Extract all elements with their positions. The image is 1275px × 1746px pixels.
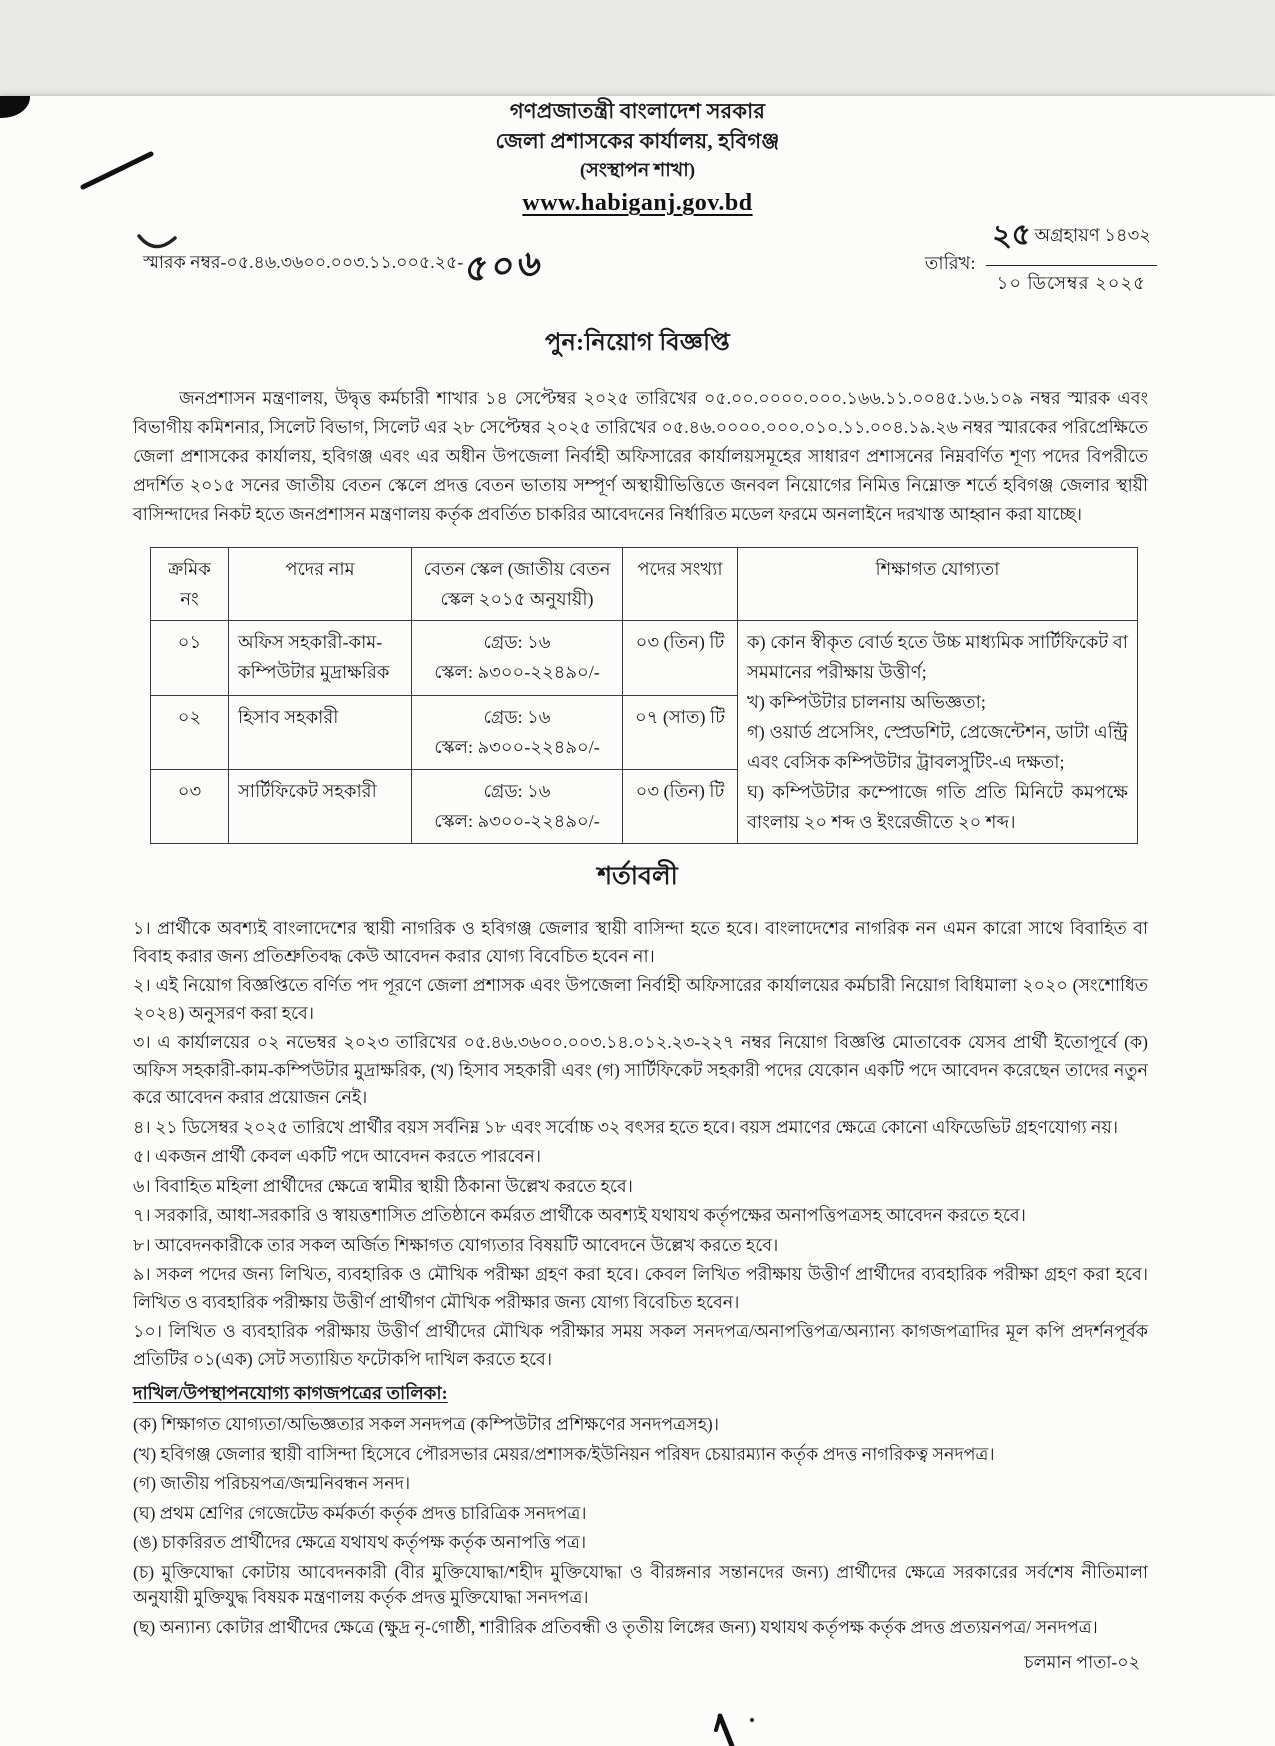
document-item: (চ) মুক্তিযোদ্ধা কোটায় আবেদনকারী (বীর মুক্তিযোদ্ধা/শহীদ মুক্তিযোদ্ধা ও বীরঙ্গনার সন্তানদের জন্য) প্রার্থীদের ক্ষেত্রে সরকারের সর্বশেষ নীতিমালা অনুযায়ী মুক্তিযুদ্ধ বিষয়ক মন্ত্রণালয় কর্তৃক প্রদত্ত মুক্তিযোদ্ধা সনদপত্র। bbox=[133, 1561, 1148, 1608]
intro-paragraph: জনপ্রশাসন মন্ত্রণালয়, উদ্বৃত্ত কর্মচারী শাখার ১৪ সেপ্টেম্বর ২০২৫ তারিখের ০৫.০০.০০০০.০০০.১৬৬.১১.০০৪৫.১৬.১০৯ নম্বর স্মারক এবং বিভাগীয় কমিশনার, সিলেট বিভাগ, সিলেট এর ২৮ সেপ্টেম্বর ২০২৫ তারিখের ০৫.৪৬.০০০০.০০০.০১০.১১.০০৪.১৯.২৬ নম্বর স্মারকের পরিপ্রেক্ষিতে জেলা প্রশাসকের কার্যালয়, হবিগঞ্জ এবং এর অধীন উপজেলা নির্বাহী অফিসারের কার্যালয়সমূহের সাধারণ প্রশাসনের নিম্নবর্ণিত শূণ্য পদের বিপরীতে প্রদর্শিত ২০১৫ সনের জাতীয় বেতন স্কেলে প্রদত্ত বেতন ভাতায় সম্পূর্ণ অস্থায়ীভিত্তিতে জনবল নিয়োগের নিমিত্ত নিম্নোক্ত শর্তে হবিগঞ্জ জেলার স্থায়ী বাসিন্দাদের নিকট হতে জনপ্রশাসন মন্ত্রণালয় কর্তৃক প্রবর্তিত চাকরির আবেদনের নির্ধারিত মডেল ফরমে অনলাইনে দরখাস্ত আহ্বান করা যাচ্ছে। bbox=[133, 388, 1148, 525]
handwritten-day: ২৫ bbox=[990, 217, 1032, 255]
qualification-item: ঘ) কম্পিউটার কম্পোজে গতি প্রতি মিনিটে কমপক্ষে বাংলায় ২০ শব্দ ও ইংরেজীতে ২০ শব্দ। bbox=[747, 782, 1128, 833]
document-header bbox=[0, 96, 1275, 221]
bangla-date-line bbox=[986, 211, 1158, 266]
scanned-document-page bbox=[0, 96, 1275, 1746]
qualification-item: ক) কোন স্বীকৃত বোর্ড হতে উচ্চ মাধ্যমিক সার্টিফিকেট বা সমমানের পরীক্ষায় উত্তীর্ণ; bbox=[747, 632, 1128, 683]
qualification-item: খ) কম্পিউটার চালনায় অভিজ্ঞতা; bbox=[747, 692, 986, 713]
continuation-page-note: চলমান পাতা-০২ bbox=[1024, 1652, 1140, 1673]
condition-item: ৯। সকল পদের জন্য লিখিত, ব্যবহারিক ও মৌখিক পরীক্ষা গ্রহণ করা হবে। কেবল লিখিত পরীক্ষায় উত্তীর্ণ প্রার্থীদের ব্যবহারিক পরীক্ষা গ্রহণ করা হবে। লিখিত ও ব্যবহারিক পরীক্ষায় উত্তীর্ণ প্রার্থীগণ মৌখিক পরীক্ষার জন্য যোগ্য বিবেচিত হবেন। bbox=[133, 1264, 1148, 1312]
row3-serial: ০৩ bbox=[151, 769, 229, 843]
condition-item: ৬। বিবাহিত মহিলা প্রার্থীদের ক্ষেত্রে স্বামীর স্থায়ী ঠিকানা উল্লেখ করতে হবে। bbox=[133, 1175, 633, 1196]
row2-grade: গ্রেড: ১৬ bbox=[483, 706, 551, 727]
header-qualification: শিক্ষাগত যোগ্যতা bbox=[738, 548, 1138, 621]
gregorian-date-text: ১০ ডিসেম্বর ২০২৫ bbox=[996, 273, 1146, 294]
date-block bbox=[925, 211, 1157, 300]
row3-scale-amount: স্কেল: ৯৩০০-২২৪৯০/- bbox=[434, 810, 600, 831]
header-post: পদের নাম bbox=[229, 548, 412, 621]
row2-scale-amount: স্কেল: ৯৩০০-২২৪৯০/- bbox=[434, 736, 600, 757]
qualification-cell bbox=[738, 621, 1138, 844]
memo-number bbox=[143, 225, 544, 299]
document-item: (ছ) অন্যান্য কোটার প্রার্থীদের ক্ষেত্রে (ক্ষুদ্র নৃ-গোষ্ঠী, শারীরিক প্রতিবন্ধী ও তৃতীয় লিঙ্গের জন্য) যথাযথ কর্তৃপক্ষ কর্তৃক প্রদত্ত প্রত্যয়নপত্র/ সনদপত্র। bbox=[133, 1616, 1098, 1637]
document-item: (ঙ) চাকরিরত প্রার্থীদের ক্ষেত্রে যথাযথ কর্তৃপক্ষ কর্তৃক অনাপত্তি পত্র। bbox=[133, 1532, 587, 1553]
table-row bbox=[151, 621, 1138, 695]
government-name: গণপ্রজাতন্ত্রী বাংলাদেশ সরকার bbox=[509, 99, 766, 123]
row1-grade: গ্রেড: ১৬ bbox=[483, 632, 551, 653]
condition-item: ২। এই নিয়োগ বিজ্ঞপ্তিতে বর্ণিত পদ পূরণে জেলা প্রশাসক এবং উপজেলা নির্বাহী অফিসারের কার্যালয়ের কর্মচারী নিয়োগ বিধিমালা ২০২০ (সংশোধিত ২০২৪) অনুসরণ করা হবে। bbox=[133, 975, 1148, 1023]
documents-list bbox=[133, 1412, 1148, 1640]
date-label: তারিখ: bbox=[924, 253, 976, 274]
row2-count: ০৭ (সাত) টি bbox=[623, 695, 738, 769]
condition-item: ১। প্রার্থীকে অবশ্যই বাংলাদেশের স্থায়ী নাগরিক ও হবিগঞ্জ জেলার স্থায়ী বাসিন্দা হতে হবে। বাংলাদেশের নাগরিক নন এমন কারো সাথে বিবাহিত বা বিবাহ করার জন্য প্রতিশ্রুতিবদ্ধ কেউ আবেদন করার যোগ্য বিবেচিত হবেন না। bbox=[133, 918, 1148, 966]
documents-heading: দাখিল/উপস্থাপনযোগ্য কাগজপত্রের তালিকা: bbox=[133, 1383, 448, 1404]
notice-title: পুন:নিয়োগ বিজ্ঞপ্তি bbox=[544, 330, 731, 357]
condition-item: ১০। লিখিত ও ব্যবহারিক পরীক্ষায় উত্তীর্ণ প্রার্থীদের মৌখিক পরীক্ষার সময় সকল সনদপত্র/অনাপত্তিপত্র/অন্যান্য কাগজপত্রাদির মূল কপি প্রদর্শনপূর্বক প্রতিটির ০১(এক) সেট সত্যায়িত ফটোকপি দাখিল করতে হবে। bbox=[133, 1321, 1148, 1369]
document-item: (ঘ) প্রথম শ্রেণির গেজেটেড কর্মকর্তা কর্তৃক প্রদত্ত চারিত্রিক সনদপত্র। bbox=[133, 1502, 587, 1523]
header-serial: ক্রমিক নং bbox=[151, 548, 229, 621]
condition-item: ৭। সরকারি, আধা-সরকারি ও স্বায়ত্তশাসিত প্রতিষ্ঠানে কর্মরত প্রার্থীকে অবশ্যই যথাযথ কর্তৃপক্ষের অনাপত্তিপত্রসহ আবেদন করতে হবে। bbox=[133, 1205, 1026, 1226]
row3-post: সার্টিফিকেট সহকারী bbox=[229, 769, 412, 843]
memo-date-row bbox=[143, 217, 1157, 314]
document-item: (খ) হবিগঞ্জ জেলার স্থায়ী বাসিন্দা হিসেবে পৌরসভার মেয়র/প্রশাসক/ইউনিয়ন পরিষদ চেয়ারম্যান কর্তৃক প্রদত্ত নাগরিকত্ব সনদপত্র। bbox=[133, 1443, 995, 1464]
row1-serial: ০১ bbox=[151, 621, 229, 695]
header-scale: বেতন স্কেল (জাতীয় বেতন স্কেল ২০১৫ অনুযায়ী) bbox=[412, 548, 623, 621]
bangla-date-text: অগ্রহায়ণ ১৪৩২ bbox=[1034, 225, 1151, 246]
office-name: জেলা প্রশাসকের কার্যালয়, হবিগঞ্জ bbox=[495, 129, 780, 154]
condition-item: ৩। এ কার্যালয়ের ০২ নভেম্বর ২০২৩ তারিখের ০৫.৪৬.৩৬০০.০০৩.১৪.০১২.২৩-২২৭ নম্বর নিয়োগ বিজ্ঞপ্তি মোতাবেক যেসব প্রার্থী ইতোপূর্বে (ক) অফিস সহকারী-কাম-কম্পিউটার মুদ্রাক্ষরিক, (খ) হিসাব সহকারী এবং (গ) সার্টিফিকেট সহকারী পদের যেকোন একটি পদে আবেদন করেছেন তাদের নতুন করে আবেদন করার প্রয়োজন নেই। bbox=[133, 1032, 1148, 1108]
handwritten-memo-number: ৫০৬ bbox=[464, 242, 546, 291]
document-item: (ক) শিক্ষাগত যোগ্যতা/অভিজ্ঞতার সকল সনদপত্র (কম্পিউটার প্রশিক্ষণের সনদপত্রসহ)। bbox=[133, 1414, 720, 1435]
row3-count: ০৩ (তিন) টি bbox=[623, 769, 738, 843]
row2-serial: ০২ bbox=[151, 695, 229, 769]
row2-scale bbox=[412, 695, 623, 769]
website-link[interactable]: www.habiganj.gov.bd bbox=[522, 190, 753, 217]
row3-scale bbox=[412, 769, 623, 843]
condition-item: ৫। একজন প্রার্থী কেবল একটি পদে আবেদন করতে পারবেন। bbox=[133, 1146, 541, 1167]
memo-number-label: স্মারক নম্বর-০৫.৪৬.৩৬০০.০০৩.১১.০০৫.২৫- bbox=[143, 252, 464, 273]
row1-scale bbox=[412, 621, 623, 695]
date-fraction bbox=[986, 211, 1158, 300]
conditions-heading: শর্তাবলী bbox=[597, 863, 678, 891]
header-count: পদের সংখ্যা bbox=[623, 548, 738, 621]
condition-item: ৮। আবেদনকারীকে তার সকল অর্জিত শিক্ষাগত যোগ্যতার বিষয়টি আবেদনে উল্লেখ করতে হবে। bbox=[133, 1234, 779, 1255]
row1-scale-amount: স্কেল: ৯৩০০-২২৪৯০/- bbox=[434, 662, 600, 683]
row1-post: অফিস সহকারী-কাম-কম্পিউটার মুদ্রাক্ষরিক bbox=[229, 621, 412, 695]
conditions-list bbox=[133, 915, 1148, 1373]
vacancy-table bbox=[150, 547, 1138, 844]
qualification-item: গ) ওয়ার্ড প্রসেসিং, স্প্রেডশিট, প্রেজেন্টেশন, ডাটা এন্ট্রি এবং বেসিক কম্পিউটার ট্রাবলসুটিং-এ দক্ষতা; bbox=[747, 722, 1128, 773]
table-header-row bbox=[151, 548, 1138, 621]
row1-count: ০৩ (তিন) টি bbox=[623, 621, 738, 695]
bottom-pen-mark-artifact bbox=[700, 1714, 760, 1746]
row2-post: হিসাব সহকারী bbox=[229, 695, 412, 769]
document-item: (গ) জাতীয় পরিচয়পত্র/জন্মনিবন্ধন সনদ। bbox=[133, 1473, 411, 1494]
condition-item: ৪। ২১ ডিসেম্বর ২০২৫ তারিখে প্রার্থীর বয়স সর্বনিম্ন ১৮ এবং সর্বোচ্চ ৩২ বৎসর হতে হবে। বয়স প্রমাণের ক্ষেত্রে কোনো এফিডেভিট গ্রহণযোগ্য নয়। bbox=[133, 1116, 1119, 1137]
branch-name: (সংস্থাপন শাখা) bbox=[579, 159, 696, 181]
row3-grade: গ্রেড: ১৬ bbox=[483, 780, 551, 801]
